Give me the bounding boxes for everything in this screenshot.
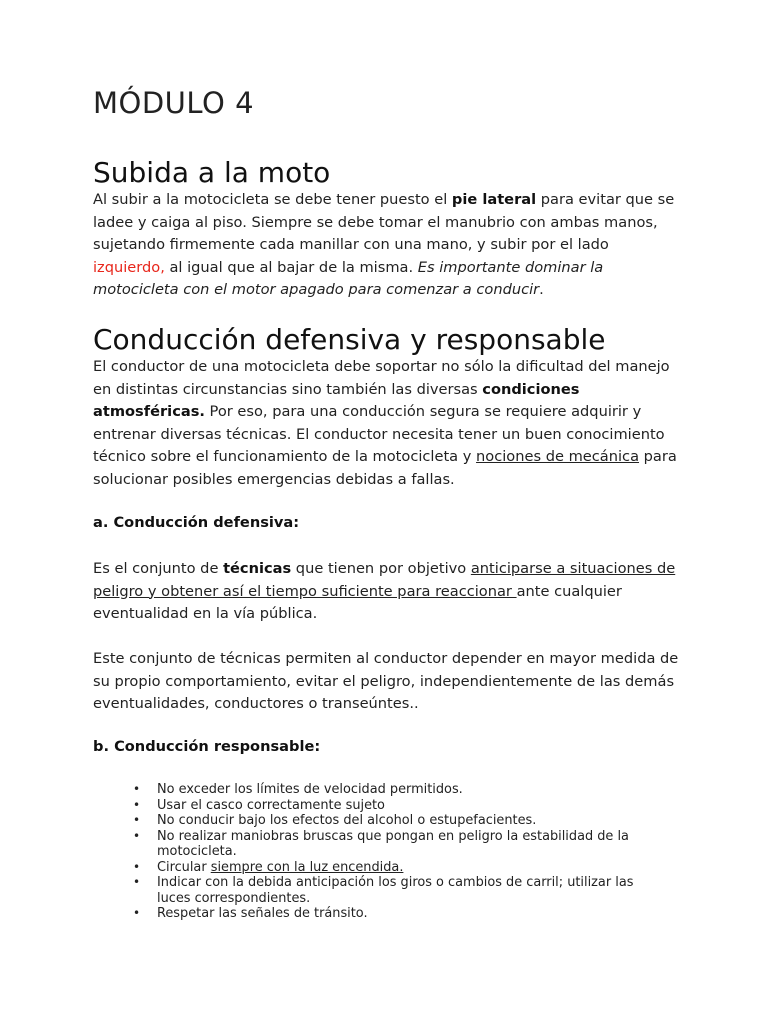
- list-item-text: Respetar las señales de tránsito.: [157, 906, 368, 921]
- subheading-responsable: b. Conducción responsable:: [93, 738, 321, 755]
- list-item-text: Circular: [157, 859, 211, 875]
- subheading-defensiva: a. Conducción defensiva:: [93, 514, 300, 531]
- red-text-izquierdo: izquierdo,: [93, 258, 165, 276]
- paragraph-defensiva-1: [93, 558, 683, 626]
- list-item-text: Indicar con la debida anticipación los giros o cambios de carril; utilizar las luces correspondientes.: [157, 875, 634, 906]
- text-run: para solucionar posibles emergencias debidas a fallas.: [93, 448, 677, 488]
- paragraph-defensiva-2: Este conjunto de técnicas permiten al conductor depender en mayor medida de su propio comportamiento, evitar el peligro, independientemente de las demás eventualidades, conductores o transeúntes..: [93, 650, 679, 712]
- italic-text-important: Es importante dominar la motocicleta con el motor apagado para comenzar a conducir: [93, 258, 604, 298]
- list-item: [93, 875, 663, 906]
- bullet-icon: •: [133, 906, 141, 920]
- bold-text-tecnicas: técnicas: [223, 560, 292, 577]
- list-item-text: No exceder los límites de velocidad permitidos.: [157, 782, 463, 797]
- list-item: [93, 829, 663, 860]
- list-item: [93, 782, 663, 798]
- text-run: al igual que al bajar de la misma.: [164, 258, 418, 276]
- text-run: para evitar que se ladee y caiga al piso. Siempre se debe tomar el manubrio con ambas manos, sujetando firmemente cada manillar con una mano, y subir por el lado: [93, 191, 675, 253]
- bullet-icon: •: [133, 813, 141, 827]
- bold-text-pie-lateral: pie lateral: [451, 191, 537, 208]
- text-run: Al subir a la motocicleta se debe tener puesto el: [93, 191, 452, 208]
- module-title: MÓDULO 4: [93, 86, 255, 120]
- text-run: Por eso, para una conducción segura se requiere adquirir y entrenar diversas técnicas. El conductor necesita tener un buen conocimiento técnico sobre el funcionamiento de la motocicleta y: [93, 403, 665, 465]
- paragraph-conduccion: [93, 356, 683, 491]
- underlined-text-luz: siempre con la luz encendida.: [210, 859, 404, 875]
- list-item: [93, 860, 663, 876]
- section-title-conduccion: Conducción defensiva y responsable: [93, 323, 606, 356]
- bullet-list: [93, 782, 663, 922]
- list-item: [93, 798, 663, 814]
- list-item-text: No realizar maniobras bruscas que pongan en peligro la estabilidad de la motocicleta.: [157, 828, 629, 859]
- underlined-text-nociones: nociones de mecánica: [476, 448, 640, 465]
- list-item: [93, 906, 663, 922]
- list-item: [93, 813, 663, 829]
- bullet-icon: •: [133, 828, 141, 843]
- text-run: ante cualquier eventualidad en la vía pública.: [93, 582, 622, 622]
- text-run: Es el conjunto de: [93, 560, 224, 577]
- paragraph-subida: [93, 189, 683, 302]
- bullet-icon: •: [133, 875, 141, 889]
- bullet-icon: •: [133, 782, 141, 796]
- text-run: que tienen por objetivo: [291, 560, 471, 577]
- section-title-subida: Subida a la moto: [93, 156, 331, 189]
- list-item-text: No conducir bajo los efectos del alcohol o estupefacientes.: [157, 813, 537, 828]
- bullet-icon: •: [133, 859, 141, 874]
- underlined-text-anticiparse: anticiparse a situaciones de peligro y obtener así el tiempo suficiente para reaccionar: [93, 560, 676, 600]
- bold-text-condiciones: condiciones atmosféricas.: [93, 380, 580, 420]
- text-run: .: [539, 281, 544, 298]
- list-item-text: Usar el casco correctamente sujeto: [157, 797, 385, 813]
- bullet-icon: •: [133, 797, 141, 812]
- text-run: El conductor de una motocicleta debe soportar no sólo la dificultad del manejo en distintas circunstancias sino también las diversas: [93, 358, 670, 398]
